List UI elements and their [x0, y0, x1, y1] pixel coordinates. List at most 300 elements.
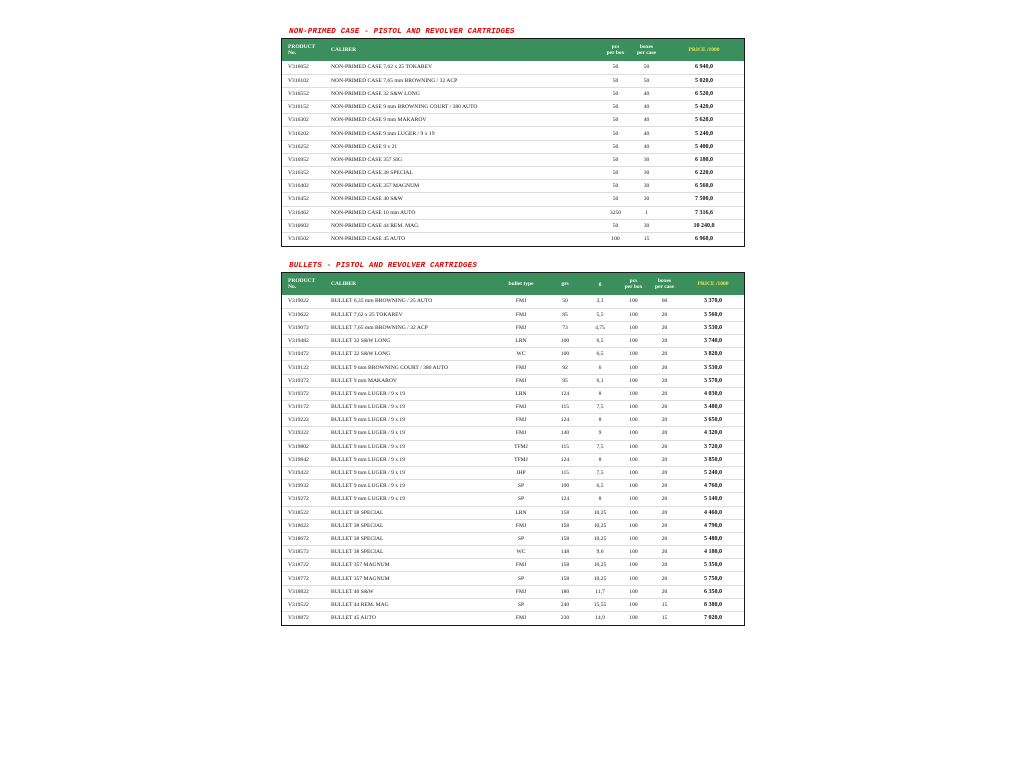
g-cell: 6,5: [596, 351, 604, 358]
price-cell: 5 240,0: [704, 470, 722, 477]
boxes-per-case-cell: 50: [643, 77, 650, 84]
price-cell: 4 180,0: [704, 549, 722, 556]
product-no-cell: V318872: [288, 615, 309, 622]
pcs-per-box-cell: 100: [629, 364, 638, 371]
boxes-per-case-cell: 20: [661, 456, 668, 463]
grs-cell: 158: [560, 522, 570, 529]
pcs-per-box-cell: 100: [629, 549, 638, 556]
grs-cell: 50: [562, 298, 568, 305]
price-cell: 5 480,0: [704, 535, 722, 542]
nonprimed-header-row: [282, 39, 744, 61]
price-cell: 10 240,0: [693, 222, 715, 229]
product-no-cell: V319422: [288, 470, 309, 477]
bullet-type-cell: LRN: [515, 390, 527, 397]
pcs-per-box-cell: 100: [629, 535, 638, 542]
price-cell: 3 480,0: [704, 404, 722, 411]
col-price: PRICE /1000: [697, 280, 729, 287]
g-cell: 14,9: [595, 615, 605, 622]
price-cell: 5 620,0: [695, 117, 713, 124]
table-row: [282, 374, 744, 387]
bullet-type-cell: FMJ: [515, 377, 527, 384]
price-cell: 5 140,0: [704, 496, 722, 503]
grs-cell: 124: [560, 417, 570, 424]
bullet-type-cell: FMJ: [515, 522, 527, 529]
grs-cell: 230: [560, 615, 570, 622]
pcs-per-box-cell: 100: [629, 298, 638, 305]
g-cell: 15,55: [593, 601, 607, 608]
boxes-per-case-cell: 60: [661, 298, 668, 305]
col-product-no: PRODUCT No.: [288, 277, 316, 290]
product-no-cell: V319932: [288, 483, 309, 490]
bullets-title: BULLETS - PISTOL AND REVOLVER CARTRIDGES: [289, 262, 478, 270]
g-cell: 8: [598, 390, 602, 397]
boxes-per-case-cell: 1: [645, 209, 648, 216]
product-no-cell: V319072: [288, 324, 309, 331]
product-no-cell: V319802: [288, 443, 309, 450]
bullet-type-cell: TFMJ: [514, 456, 528, 463]
caliber-cell: BULLET 9 mm MAKAROV: [331, 377, 397, 384]
table-row: [282, 101, 744, 114]
table-row: [282, 295, 744, 308]
grs-cell: 115: [560, 443, 570, 450]
table-row: [282, 519, 744, 532]
table-row: [282, 427, 744, 440]
table-row: [282, 61, 744, 74]
g-cell: 7,5: [596, 470, 604, 477]
table-row: [282, 193, 744, 206]
product-no-cell: V316252: [288, 143, 309, 150]
col-boxes-per-case: boxes per case: [637, 43, 656, 56]
g-cell: 5,5: [596, 311, 604, 318]
bullet-type-cell: LRN: [515, 338, 527, 345]
table-row: [282, 335, 744, 348]
price-cell: 7 500,0: [695, 196, 713, 203]
caliber-cell: NON-PRIMED CASE 38 SPECIAL: [331, 170, 413, 177]
price-cell: 8 380,0: [704, 601, 722, 608]
table-row: [282, 206, 744, 219]
boxes-per-case-cell: 20: [661, 324, 668, 331]
caliber-cell: BULLET 38 SPECIAL: [331, 549, 384, 556]
grs-cell: 140: [560, 430, 570, 437]
caliber-cell: NON-PRIMED CASE 32 S&W LONG: [331, 90, 420, 97]
boxes-per-case-cell: 20: [661, 404, 668, 411]
price-cell: 3 820,0: [704, 351, 722, 358]
table-row: [282, 612, 744, 625]
table-row: [282, 114, 744, 127]
table-row: [282, 140, 744, 153]
caliber-cell: BULLET 6,35 mm BROWNING / 25 AUTO: [331, 298, 433, 305]
pcs-per-box-cell: 100: [629, 417, 638, 424]
pcs-per-box-cell: 50: [612, 222, 619, 229]
bullet-type-cell: SP: [517, 483, 525, 490]
table-row: [282, 440, 744, 453]
pcs-per-box-cell: 100: [629, 351, 638, 358]
pcs-per-box-cell: 50: [612, 183, 619, 190]
price-cell: 5 020,0: [695, 77, 713, 84]
product-no-cell: V319172: [288, 404, 309, 411]
g-cell: 9,6: [596, 549, 604, 556]
grs-cell: 158: [560, 535, 570, 542]
caliber-cell: NON-PRIMED CASE 357 SIG: [331, 156, 403, 163]
bullet-type-cell: WC: [516, 549, 526, 556]
bullet-type-cell: SP: [517, 535, 525, 542]
table-row: [282, 74, 744, 87]
grs-cell: 180: [560, 588, 570, 595]
boxes-per-case-cell: 20: [661, 575, 668, 582]
table-row: [282, 480, 744, 493]
boxes-per-case-cell: 40: [643, 104, 650, 111]
product-no-cell: V319122: [288, 364, 309, 371]
boxes-per-case-cell: 40: [643, 130, 650, 137]
caliber-cell: NON-PRIMED CASE 7,65 mm BROWNING / 32 ACP: [331, 77, 458, 84]
bullet-type-cell: SP: [517, 575, 525, 582]
product-no-cell: V316462: [288, 209, 309, 216]
g-cell: 8: [598, 417, 602, 424]
pcs-per-box-cell: 100: [629, 562, 638, 569]
g-cell: 10,25: [593, 562, 607, 569]
caliber-cell: NON-PRIMED CASE 45 AUTO: [331, 236, 406, 243]
price-cell: 5 750,0: [704, 575, 722, 582]
col-caliber: CALIBER: [331, 280, 357, 287]
boxes-per-case-cell: 40: [643, 117, 650, 124]
table-row: [282, 546, 744, 559]
table-row: [282, 127, 744, 140]
caliber-cell: BULLET 9 mm LUGER / 9 x 19: [331, 404, 406, 411]
boxes-per-case-cell: 15: [661, 601, 668, 608]
price-cell: 7 020,0: [704, 615, 722, 622]
product-no-cell: V316302: [288, 117, 309, 124]
pcs-per-box-cell: 100: [629, 377, 638, 384]
boxes-per-case-cell: 15: [643, 236, 650, 243]
price-cell: 6 350,0: [704, 588, 722, 595]
price-cell: 4 760,0: [704, 483, 722, 490]
bullet-type-cell: FMJ: [515, 364, 527, 371]
table-row: [282, 321, 744, 334]
table-row: [282, 414, 744, 427]
price-cell: 3 740,0: [704, 338, 722, 345]
caliber-cell: NON-PRIMED CASE 357 MAGNUM: [331, 183, 420, 190]
caliber-cell: BULLET 38 SPECIAL: [331, 535, 384, 542]
product-no-cell: V319322: [288, 430, 309, 437]
bullet-type-cell: FMJ: [515, 311, 527, 318]
table-row: [282, 348, 744, 361]
pcs-per-box-cell: 50: [612, 143, 619, 150]
product-no-cell: V319622: [288, 311, 309, 318]
table-row: [282, 506, 744, 519]
product-no-cell: V319222: [288, 417, 309, 424]
pcs-per-box-cell: 100: [629, 338, 638, 345]
boxes-per-case-cell: 20: [661, 364, 668, 371]
pcs-per-box-cell: 100: [629, 496, 638, 503]
caliber-cell: NON-PRIMED CASE 10 mm AUTO: [331, 209, 416, 216]
table-row: [282, 401, 744, 414]
bullet-type-cell: WC: [516, 351, 526, 358]
caliber-cell: BULLET 32 S&W LONG: [331, 351, 391, 358]
caliber-cell: NON-PRIMED CASE 44 REM. MAG.: [331, 222, 420, 229]
price-cell: 3 650,0: [704, 417, 722, 424]
col-boxes-per-case: boxes per case: [655, 277, 674, 290]
caliber-cell: BULLET 9 mm LUGER / 9 x 19: [331, 443, 406, 450]
caliber-cell: NON-PRIMED CASE 9 mm MAKAROV: [331, 117, 427, 124]
boxes-per-case-cell: 20: [661, 483, 668, 490]
caliber-cell: NON-PRIMED CASE 9 mm LUGER / 9 x 19: [331, 130, 435, 137]
boxes-per-case-cell: 20: [661, 390, 668, 397]
caliber-cell: BULLET 32 S&W LONG: [331, 338, 391, 345]
caliber-cell: BULLET 7,62 x 25 TOKAREV: [331, 311, 403, 318]
product-no-cell: V316102: [288, 77, 309, 84]
boxes-per-case-cell: 20: [661, 338, 668, 345]
price-cell: 6 940,0: [695, 64, 713, 71]
col-pcs-per-box: pcs per box: [606, 43, 625, 56]
grs-cell: 73: [562, 324, 568, 331]
product-no-cell: V318572: [288, 549, 309, 556]
pcs-per-box-cell: 50: [612, 130, 619, 137]
table-row: [282, 585, 744, 598]
col-g: g: [598, 280, 602, 287]
price-cell: 5 400,0: [695, 143, 713, 150]
product-no-cell: V319842: [288, 456, 309, 463]
pcs-per-box-cell: 100: [629, 575, 638, 582]
caliber-cell: BULLET 9 mm LUGER / 9 x 19: [331, 483, 406, 490]
grs-cell: 124: [560, 390, 570, 397]
price-cell: 4 460,0: [704, 509, 722, 516]
nonprimed-title: NON-PRIMED CASE - PISTOL AND REVOLVER CARTRIDGES: [289, 28, 515, 36]
grs-cell: 158: [560, 509, 570, 516]
price-cell: 4 320,0: [704, 430, 722, 437]
caliber-cell: BULLET 38 SPECIAL: [331, 509, 384, 516]
pcs-per-box-cell: 100: [629, 483, 638, 490]
pcs-per-box-cell: 50: [612, 117, 619, 124]
bullet-type-cell: JHP: [516, 470, 526, 477]
g-cell: 6: [598, 364, 602, 371]
table-row: [282, 466, 744, 479]
table-row: [282, 180, 744, 193]
bullet-type-cell: TFMJ: [514, 443, 528, 450]
table-row: [282, 559, 744, 572]
price-cell: 3 850,0: [704, 456, 722, 463]
price-cell: 6 560,0: [695, 183, 713, 190]
col-caliber: CALIBER: [331, 46, 357, 53]
col-bullet-type: bullet type: [508, 280, 534, 287]
price-cell: 5 350,0: [704, 562, 722, 569]
caliber-cell: BULLET 9 mm LUGER / 9 x 19: [331, 390, 406, 397]
caliber-cell: BULLET 9 mm LUGER / 9 x 19: [331, 496, 406, 503]
pcs-per-box-cell: 50: [612, 196, 619, 203]
pcs-per-box-cell: 100: [629, 509, 638, 516]
product-no-cell: V316402: [288, 183, 309, 190]
price-cell: 5 240,0: [695, 130, 713, 137]
col-price: PRICE /1000: [688, 46, 720, 53]
boxes-per-case-cell: 20: [661, 377, 668, 384]
table-row: [282, 598, 744, 611]
pcs-per-box-cell: 100: [629, 404, 638, 411]
caliber-cell: NON-PRIMED CASE 7,62 x 25 TOKAREV: [331, 64, 433, 71]
price-cell: 3 720,0: [704, 443, 722, 450]
boxes-per-case-cell: 20: [661, 417, 668, 424]
bullet-type-cell: FMJ: [515, 588, 527, 595]
g-cell: 3,3: [596, 298, 604, 305]
price-cell: 3 530,0: [704, 364, 722, 371]
grs-cell: 92: [562, 364, 568, 371]
product-no-cell: V316452: [288, 196, 309, 203]
caliber-cell: BULLET 9 mm LUGER / 9 x 19: [331, 456, 406, 463]
product-no-cell: V319272: [288, 496, 309, 503]
caliber-cell: BULLET 38 SPECIAL: [331, 522, 384, 529]
g-cell: 8: [598, 496, 602, 503]
product-no-cell: V318522: [288, 509, 309, 516]
pcs-per-box-cell: 100: [629, 615, 638, 622]
g-cell: 11,7: [595, 588, 605, 595]
table-row: [282, 387, 744, 400]
grs-cell: 115: [560, 404, 570, 411]
g-cell: 10,25: [593, 509, 607, 516]
product-no-cell: V319372: [288, 390, 309, 397]
product-no-cell: V316552: [288, 90, 309, 97]
table-row: [282, 167, 744, 180]
pcs-per-box-cell: 100: [629, 522, 638, 529]
price-cell: 3 370,0: [704, 298, 722, 305]
boxes-per-case-cell: 20: [661, 562, 668, 569]
pcs-per-box-cell: 50: [612, 104, 619, 111]
caliber-cell: BULLET 7,65 mm BROWNING / 32 ACP: [331, 324, 428, 331]
price-cell: 4 790,0: [704, 522, 722, 529]
g-cell: 7,5: [596, 443, 604, 450]
bullet-type-cell: FMJ: [515, 417, 527, 424]
product-no-cell: V319472: [288, 351, 309, 358]
pcs-per-box-cell: 100: [629, 470, 638, 477]
grs-cell: 124: [560, 496, 570, 503]
boxes-per-case-cell: 20: [661, 535, 668, 542]
caliber-cell: NON-PRIMED CASE 40 S&W: [331, 196, 403, 203]
boxes-per-case-cell: 20: [661, 430, 668, 437]
grs-cell: 100: [560, 338, 570, 345]
price-cell: 6 220,0: [695, 170, 713, 177]
price-cell: 6 180,0: [695, 156, 713, 163]
price-cell: 4 030,0: [704, 390, 722, 397]
pcs-per-box-cell: 50: [612, 156, 619, 163]
grs-cell: 158: [560, 575, 570, 582]
pcs-per-box-cell: 100: [629, 324, 638, 331]
grs-cell: 124: [560, 456, 570, 463]
pcs-per-box-cell: 100: [629, 311, 638, 318]
product-no-cell: V316352: [288, 170, 309, 177]
pcs-per-box-cell: 100: [629, 443, 638, 450]
product-no-cell: V316502: [288, 236, 309, 243]
pcs-per-box-cell: 50: [612, 90, 619, 97]
boxes-per-case-cell: 20: [661, 470, 668, 477]
boxes-per-case-cell: 30: [643, 156, 650, 163]
grs-cell: 95: [562, 377, 568, 384]
caliber-cell: BULLET 357 MAGNUM: [331, 562, 390, 569]
g-cell: 7,5: [596, 404, 604, 411]
boxes-per-case-cell: 20: [661, 496, 668, 503]
price-cell: 3 530,0: [704, 324, 722, 331]
caliber-cell: BULLET 9 mm LUGER / 9 x 19: [331, 417, 406, 424]
product-no-cell: V318672: [288, 535, 309, 542]
boxes-per-case-cell: 40: [643, 90, 650, 97]
bullet-type-cell: SP: [517, 601, 525, 608]
product-no-cell: V318622: [288, 522, 309, 529]
table-row: [282, 232, 744, 245]
pcs-per-box-cell: 100: [629, 456, 638, 463]
grs-cell: 115: [560, 470, 570, 477]
pcs-per-box-cell: 50: [612, 77, 619, 84]
bullet-type-cell: SP: [517, 496, 525, 503]
product-no-cell: V316202: [288, 130, 309, 137]
col-grs: grs: [561, 280, 569, 287]
table-row: [282, 87, 744, 100]
pcs-per-box-cell: 50: [612, 64, 619, 71]
bullet-type-cell: LRN: [515, 509, 527, 516]
boxes-per-case-cell: 30: [643, 196, 650, 203]
pcs-per-box-cell: 100: [629, 601, 638, 608]
table-row: [282, 219, 744, 232]
table-row: [282, 361, 744, 374]
pcs-per-box-cell: 100: [629, 430, 638, 437]
g-cell: 6,5: [596, 338, 604, 345]
g-cell: 9: [598, 430, 602, 437]
col-product-no: PRODUCT No.: [288, 43, 316, 56]
bullets-table: [281, 272, 745, 626]
boxes-per-case-cell: 20: [661, 522, 668, 529]
caliber-cell: BULLET 9 mm LUGER / 9 x 19: [331, 430, 406, 437]
price-cell: 3 560,0: [704, 311, 722, 318]
product-no-cell: V316052: [288, 64, 309, 71]
product-no-cell: V318772: [288, 575, 309, 582]
pcs-per-box-cell: 3250: [609, 209, 622, 216]
g-cell: 10,25: [593, 535, 607, 542]
caliber-cell: BULLET 44 REM. MAG: [331, 601, 389, 608]
product-no-cell: V319372: [288, 377, 309, 384]
boxes-per-case-cell: 50: [643, 64, 650, 71]
pcs-per-box-cell: 50: [612, 170, 619, 177]
boxes-per-case-cell: 20: [661, 509, 668, 516]
grs-cell: 240: [560, 601, 570, 608]
product-no-cell: V316952: [288, 156, 309, 163]
pcs-per-box-cell: 100: [629, 390, 638, 397]
price-cell: 5 420,0: [695, 104, 713, 111]
grs-cell: 100: [560, 483, 570, 490]
boxes-per-case-cell: 30: [643, 222, 650, 229]
table-row: [282, 453, 744, 466]
table-row: [282, 572, 744, 585]
product-no-cell: V319522: [288, 601, 309, 608]
g-cell: 6,1: [596, 377, 604, 384]
caliber-cell: NON-PRIMED CASE 9 mm BROWNING COURT / 380 AUTO: [331, 104, 478, 111]
boxes-per-case-cell: 20: [661, 443, 668, 450]
product-no-cell: V318822: [288, 588, 309, 595]
caliber-cell: BULLET 357 MAGNUM: [331, 575, 390, 582]
boxes-per-case-cell: 40: [643, 143, 650, 150]
product-no-cell: V319482: [288, 338, 309, 345]
bullet-type-cell: FMJ: [515, 615, 527, 622]
product-no-cell: V318722: [288, 562, 309, 569]
bullet-type-cell: FMJ: [515, 430, 527, 437]
boxes-per-case-cell: 20: [661, 351, 668, 358]
bullet-type-cell: FMJ: [515, 562, 527, 569]
g-cell: 6,5: [596, 483, 604, 490]
boxes-per-case-cell: 15: [661, 615, 668, 622]
boxes-per-case-cell: 30: [643, 170, 650, 177]
table-row: [282, 532, 744, 545]
caliber-cell: NON-PRIMED CASE 9 x 21: [331, 143, 398, 150]
grs-cell: 158: [560, 562, 570, 569]
bullet-type-cell: FMJ: [515, 324, 527, 331]
product-no-cell: V316602: [288, 222, 309, 229]
price-cell: 6 520,0: [695, 90, 713, 97]
caliber-cell: BULLET 45 AUTO: [331, 615, 376, 622]
pcs-per-box-cell: 100: [629, 588, 638, 595]
